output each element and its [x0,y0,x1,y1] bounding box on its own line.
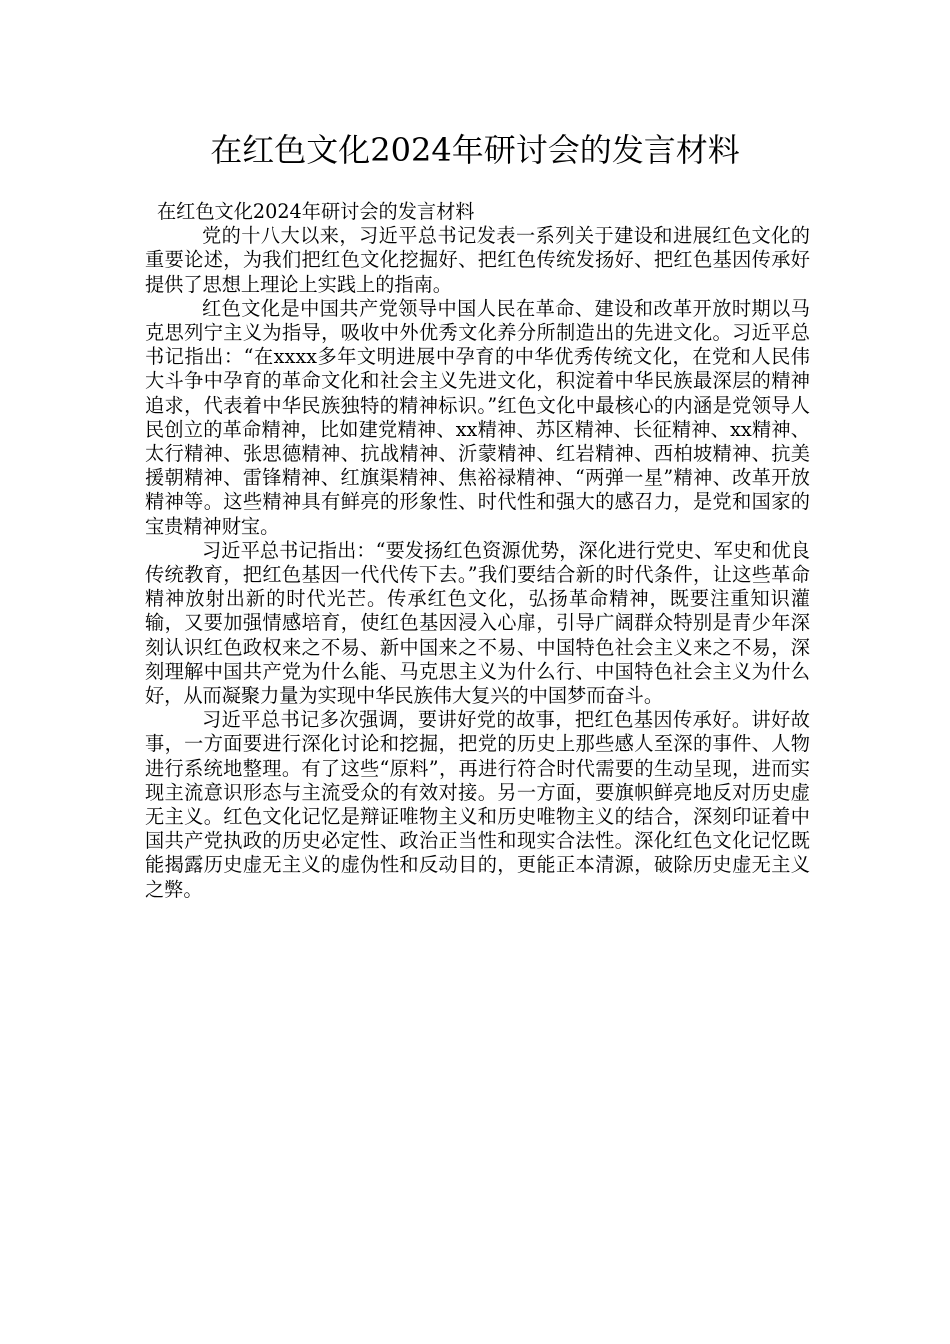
document-body [145,200,810,902]
document-title: 在红色文化2024年研讨会的发言材料 [210,131,740,169]
document-subtitle: 在红色文化2024年研讨会的发言材料 [157,200,475,223]
paragraph-1: 党的十八大以来，习近平总书记发表一系列关于建设和进展红色文化的重要论述，为我们把红色文化挖掘好、把红色传统发扬好、把红色基因传承好提供了思想上理论上实践上的指南。 [145,224,810,296]
paragraph-2: 红色文化是中国共产党领导中国人民在革命、建设和改革开放时期以马克思列宁主义为指导，吸收中外优秀文化养分所制造出的先进文化。习近平总书记指出：“在xxxx多年文明进展中孕育的中华优秀传统文化，在党和人民伟大斗争中孕育的革命文化和社会主义先进文化，积淀着中华民族最深层的精神追求，代表着中华民族独特的精神标识。”红色文化中最核心的内涵是党领导人民创立的革命精神，比如建党精神、xx精神、苏区精神、长征精神、xx精神、太行精神、张思德精神、抗战精神、沂蒙精神、红岩精神、西柏坡精神、抗美援朝精神、雷锋精神、红旗渠精神、焦裕禄精神、“两弹一星”精神、改革开放精神等。这些精神具有鲜亮的形象性、时代性和强大的感召力，是党和国家的宝贵精神财宝。 [145,296,810,538]
paragraph-3: 习近平总书记指出：“要发扬红色资源优势，深化进行党史、军史和优良传统教育，把红色基因一代代传下去。”我们要结合新的时代条件，让这些革命精神放射出新的时代光芒。传承红色文化，弘扬革命精神，既要注重知识灌输，又要加强情感培育，使红色基因浸入心扉，引导广阔群众特别是青少年深刻认识红色政权来之不易、新中国来之不易、中国特色社会主义来之不易，深刻理解中国共产党为什么能、马克思主义为什么行、中国特色社会主义为什么好，从而凝聚力量为实现中华民族伟大复兴的中国梦而奋斗。 [145,538,810,708]
paragraph-4: 习近平总书记多次强调，要讲好党的故事，把红色基因传承好。讲好故事，一方面要进行深化讨论和挖掘，把党的历史上那些感人至深的事件、人物进行系统地整理。有了这些“原料”，再进行符合时代需要的生动呈现，进而实现主流意识形态与主流受众的有效对接。另一方面，要旗帜鲜亮地反对历史虚无主义。红色文化记忆是辩证唯物主义和历史唯物主义的结合，深刻印证着中国共产党执政的历史必定性、政治正当性和现实合法性。深化红色文化记忆既能揭露历史虚无主义的虚伪性和反动目的，更能正本清源，破除历史虚无主义之弊。 [145,708,810,901]
